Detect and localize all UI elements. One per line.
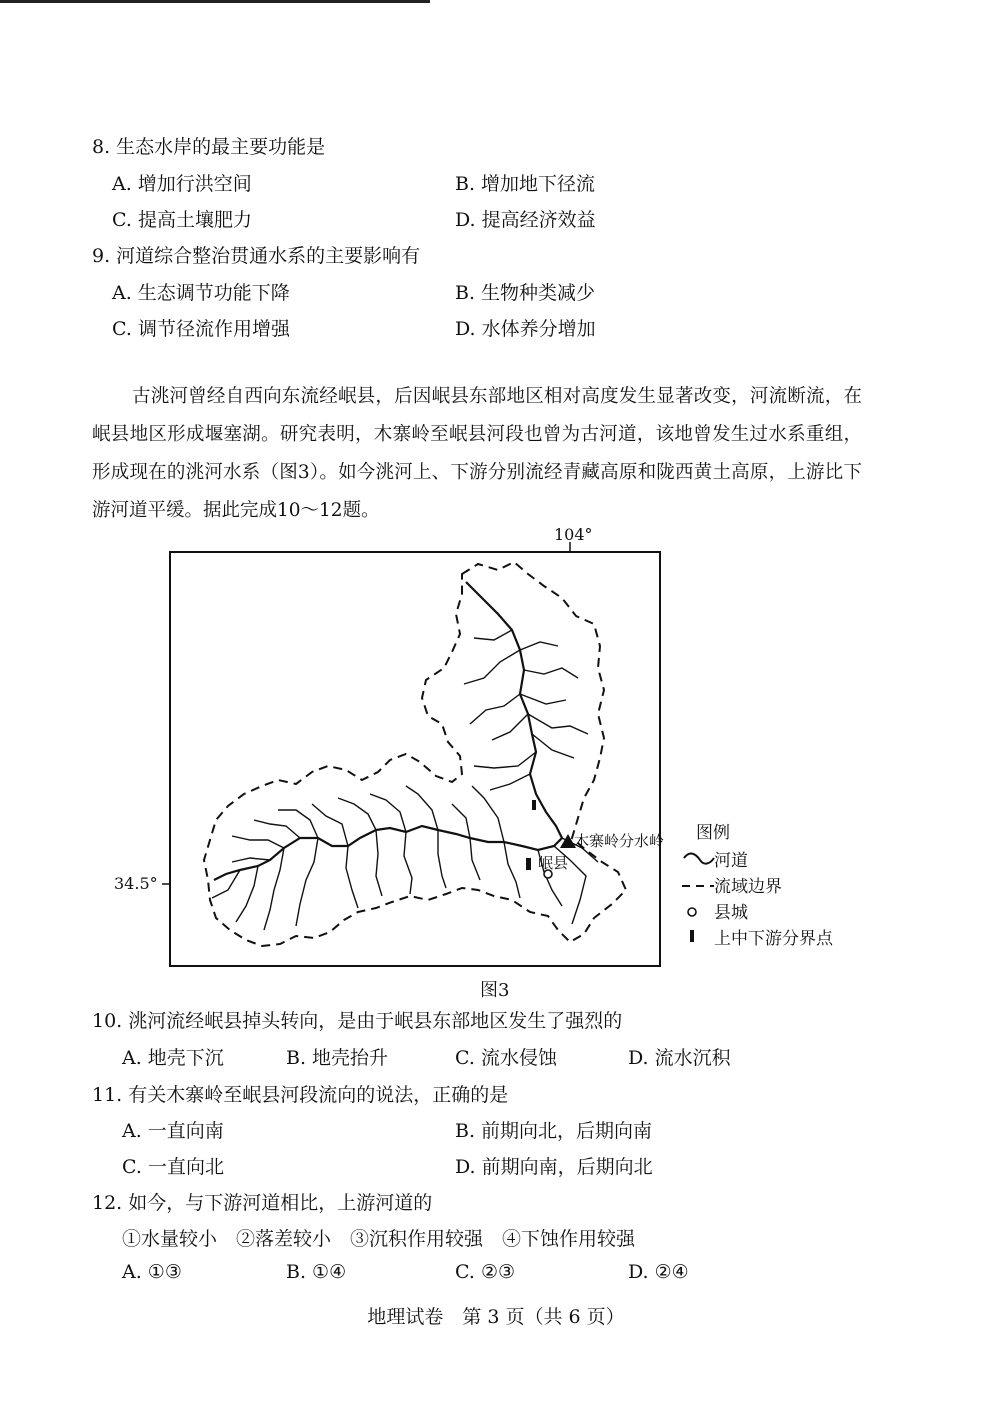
question-8-option-a: A. 增加行洪空间 [112, 173, 252, 195]
question-10-option-d: D. 流水沉积 [628, 1047, 731, 1069]
question-12-option-c: C. ②③ [455, 1261, 516, 1283]
question-12-option-b: B. ①④ [286, 1261, 347, 1283]
question-8-stem: 8. 生态水岸的最主要功能是 [92, 136, 326, 158]
question-12-stem: 12. 如今，与下游河道相比，上游河道的 [92, 1192, 433, 1214]
figure-caption: 图3 [480, 980, 510, 1001]
minxian-label: 岷县 [538, 854, 569, 872]
question-11-option-a: A. 一直向南 [122, 1120, 224, 1142]
legend-symbols [682, 854, 714, 942]
page-footer: 地理试卷 第 3 页（共 6 页） [367, 1306, 625, 1328]
legend-river-label: 河道 [714, 851, 748, 871]
question-11-option-d: D. 前期向南，后期向北 [455, 1156, 653, 1178]
question-12-option-a: A. ①③ [122, 1261, 182, 1283]
question-9-option-c: C. 调节径流作用增强 [112, 318, 290, 340]
reading-passage: 古洮河曾经自西向东流经岷县，后因岷县东部地区相对高度发生显著改变，河流断流，在岷县地区形成堰塞湖。研究表明，木寨岭至岷县河段也曾为古河道，该地曾发生过水系重组，形成现在的洮河水系（图3）。如今洮河上、下游分别流经青藏高原和陇西黄土高原，上游比下游河道平缓。据此完成10～12题。 [92, 386, 862, 521]
boundary-marker-upper [532, 800, 536, 810]
question-9-option-a: A. 生态调节功能下降 [112, 282, 290, 304]
legend-title: 图例 [696, 823, 730, 843]
question-10-option-c: C. 流水侵蚀 [455, 1047, 557, 1069]
legend-city-label: 县城 [714, 903, 748, 923]
question-12-statements: ①水量较小 ②落差较小 ③沉积作用较强 ④下蚀作用较强 [122, 1228, 636, 1250]
question-8-option-d: D. 提高经济效益 [455, 209, 596, 231]
map-svg [100, 528, 880, 978]
question-10-option-a: A. 地壳下沉 [122, 1047, 224, 1069]
top-rule [0, 0, 430, 3]
question-11-option-b: B. 前期向北，后期向南 [455, 1120, 653, 1142]
question-10-stem: 10. 洮河流经岷县掉头转向，是由于岷县东部地区发生了强烈的 [92, 1010, 623, 1032]
question-9-stem: 9. 河道综合整治贯通水系的主要影响有 [92, 245, 421, 267]
tributaries [212, 630, 598, 930]
boundary-marker-lower [526, 858, 531, 870]
legend-city-icon [688, 908, 696, 916]
muzhailing-label: 木寨岭分水岭 [574, 832, 665, 850]
question-11-stem: 11. 有关木寨岭至岷县河段流向的说法，正确的是 [92, 1084, 509, 1106]
figure-3-map [100, 525, 880, 978]
question-10-option-b: B. 地壳抬升 [286, 1047, 389, 1069]
main-river [214, 582, 562, 880]
question-12-option-d: D. ②④ [628, 1261, 689, 1283]
question-9-option-d: D. 水体养分增加 [455, 318, 596, 340]
question-8-option-b: B. 增加地下径流 [455, 173, 596, 195]
longitude-label: 104° [554, 525, 593, 544]
question-11-option-c: C. 一直向北 [122, 1156, 224, 1178]
legend-boundary-label: 流域边界 [714, 877, 782, 897]
question-9-option-b: B. 生物种类减少 [455, 282, 596, 304]
legend-marker-icon [690, 930, 694, 942]
legend-river-icon [684, 854, 714, 864]
question-8-option-c: C. 提高土壤肥力 [112, 209, 252, 231]
latitude-label: 34.5° [114, 874, 158, 893]
legend-marker-label: 上中下游分界点 [714, 929, 833, 949]
